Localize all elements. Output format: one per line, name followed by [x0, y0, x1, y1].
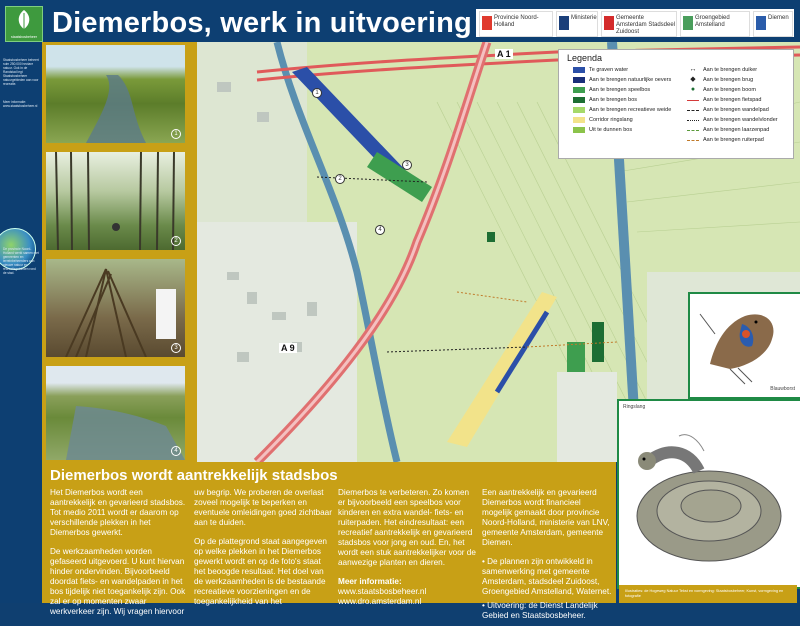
tree-leaf-icon [6, 7, 42, 33]
left-link-1: Meer informatie: www.staatsbosbeheer.nl [3, 100, 38, 108]
left-text-2: De provincie Noord-Holland werkt samen met gemeenten en terreinbeheerders aan nieuwe natuur en recreatiegebieden rond de stad. [3, 247, 39, 275]
link-dro-amsterdam[interactable]: www.dro.amsterdam.nl [338, 597, 422, 606]
sloot-illustration [46, 45, 185, 143]
ringslang-drawing [619, 401, 796, 583]
snake-illustration [617, 399, 800, 589]
map-label-a9: A 9 [281, 343, 295, 353]
info-column-2 [194, 488, 332, 616]
credits-bar [619, 585, 797, 603]
photo-number-badge: 4 [171, 446, 181, 456]
info-paragraph: Een aantrekkelijk en gevarieerd Diemerbos wordt financieel mogelijk gemaakt door provincie Noord-Holland, ministerie van LNV, gemeente Amsterdam, gemeente Diemen. [482, 488, 610, 547]
info-column-4 [482, 488, 612, 621]
photo-4 [46, 366, 185, 460]
left-text-1: Staatsbosbeheer beheert ruim 250.000 hectare natuur. Ook in de Randstad legt Staatsbosbeheer natuurgebieden aan voor recreatie. [3, 58, 39, 86]
map-area-1: 1 [312, 88, 322, 98]
blauwborst-drawing [690, 294, 796, 393]
header-bar [0, 0, 800, 42]
hut-illustration [46, 259, 185, 357]
photo-number-badge: 3 [171, 343, 181, 353]
bomenlaan-illustration [46, 152, 185, 250]
info-paragraph: uw begrip. We proberen de overlast zoveel mogelijk te beperken en eventuele omleidingen goed zichtbaar aan te duiden. [194, 488, 332, 527]
photo-number-badge: 2 [171, 236, 181, 246]
info-column-3 [338, 488, 476, 607]
credits-text: Illustraties: de Hogeweg Natuur Tekst en vormgeving: Staatsbosbeheer, Kunst, vormgeving en fotografie [625, 589, 784, 598]
sponsor-diemen: Diemen [753, 11, 793, 37]
sponsor-amsterdam: Gemeente Amsterdam Stadsdeel Zuidoost [601, 11, 677, 37]
info-column-1 [50, 488, 188, 626]
info-more-title: Meer informatie: [338, 577, 402, 586]
sponsor-provincie: Provincie Noord-Holland [479, 11, 553, 37]
bird-illustration [688, 292, 800, 399]
logo-text: staatsbosbeheer [11, 35, 37, 39]
map-area-3: 3 [402, 160, 412, 170]
map-area-4: 4 [375, 225, 385, 235]
leaf-icon [683, 16, 693, 30]
link-staatsbosbeheer[interactable]: www.staatsbosbeheer.nl [338, 587, 427, 596]
sponsor-ministerie: Ministerie [556, 11, 598, 37]
info-bullet: • Uitvoering: de Dienst Landelijk Gebied en Staatsbosbeheer. [482, 601, 598, 620]
amsterdam-cross-icon [604, 16, 614, 30]
left-info-bar [0, 42, 42, 603]
info-paragraph: Diemerbos te verbeteren. Zo komen er bijvoorbeeld een speelbos voor kinderen en extra wandel- fiets- en ruiterpaden. Het eindresultaat: een recreatief aantrekkelijk en gevarieerd stadsbos voor jong en oud. En, het wordt een stuk aantrekkelijker voor de aanwezige planten en dieren. [338, 488, 476, 567]
photo-number-badge: 1 [171, 129, 181, 139]
info-title: Diemerbos wordt aantrekkelijk stadsbos [50, 467, 338, 484]
shield-icon [756, 16, 766, 30]
photo-2 [46, 152, 185, 250]
info-paragraph: Op de plattegrond staat aangegeven op welke plekken in het Diemerbos gewerkt wordt en op de foto's staat het beoogde resultaat. Het doel van de werkzaamheden is de bestaande recreatieve voorzieningen en de toegankelijkheid van het [194, 537, 327, 606]
staatsbosbeheer-logo [5, 6, 43, 42]
crest-icon [559, 16, 569, 30]
info-bullet: • De plannen zijn ontwikkeld in samenwerking met gemeente Amsterdam, stadsdeel Zuidoost, Groengebied Amstelland, Waternet. [482, 557, 612, 596]
photo-column [42, 42, 197, 462]
bird-label: Blauwborst [770, 386, 795, 392]
map-area-2: 2 [335, 174, 345, 184]
info-paragraph: Het Diemerbos wordt een aantrekkelijk en gevarieerd stadsbos. Tot medio 2011 wordt er daarom op verschillende plekken in het Diemerbos gewerkt. [50, 488, 186, 537]
nh-mark-icon [482, 16, 492, 30]
map-legend: Legenda Te graven water Aan te brengen natuurlijke oevers Aan te brengen speelbos Aan te brengen bos Aan te brengen recreatieve weide Corridor ringslang Uit te dunnen bos ↔ Aan te brengen duiker ◆ Aan te brengen brug ● Aan te brengen boom Aan te brengen fietspad Aan te brengen wandelpad Aan te brengen wandelvlonder Aan te brengen laarzenpad Aan te brengen ruiterpad [558, 49, 794, 159]
map-label-a1: A 1 [497, 49, 511, 59]
info-paragraph: De werkzaamheden worden gefaseerd uitgevoerd. U kunt hiervan hinder ondervinden. Bijvoorbeeld doordat fiets- en wandelpaden in het bos tijdelijk niet toegankelijk zijn. Ook zal er op momenten zwaar werkverkeer zijn. Wij vragen hiervoor [50, 547, 186, 616]
info-panel [42, 462, 616, 620]
sponsor-groengebied: Groengebied Amstelland [680, 11, 750, 37]
photo-3 [46, 259, 185, 357]
snake-label: Ringslang [623, 404, 646, 410]
water-illustration [46, 366, 185, 460]
photo-1 [46, 45, 185, 143]
sponsor-logos [476, 9, 794, 37]
page-title: Diemerbos, werk in uitvoering [52, 7, 472, 39]
legend-title: Legenda [567, 53, 603, 63]
